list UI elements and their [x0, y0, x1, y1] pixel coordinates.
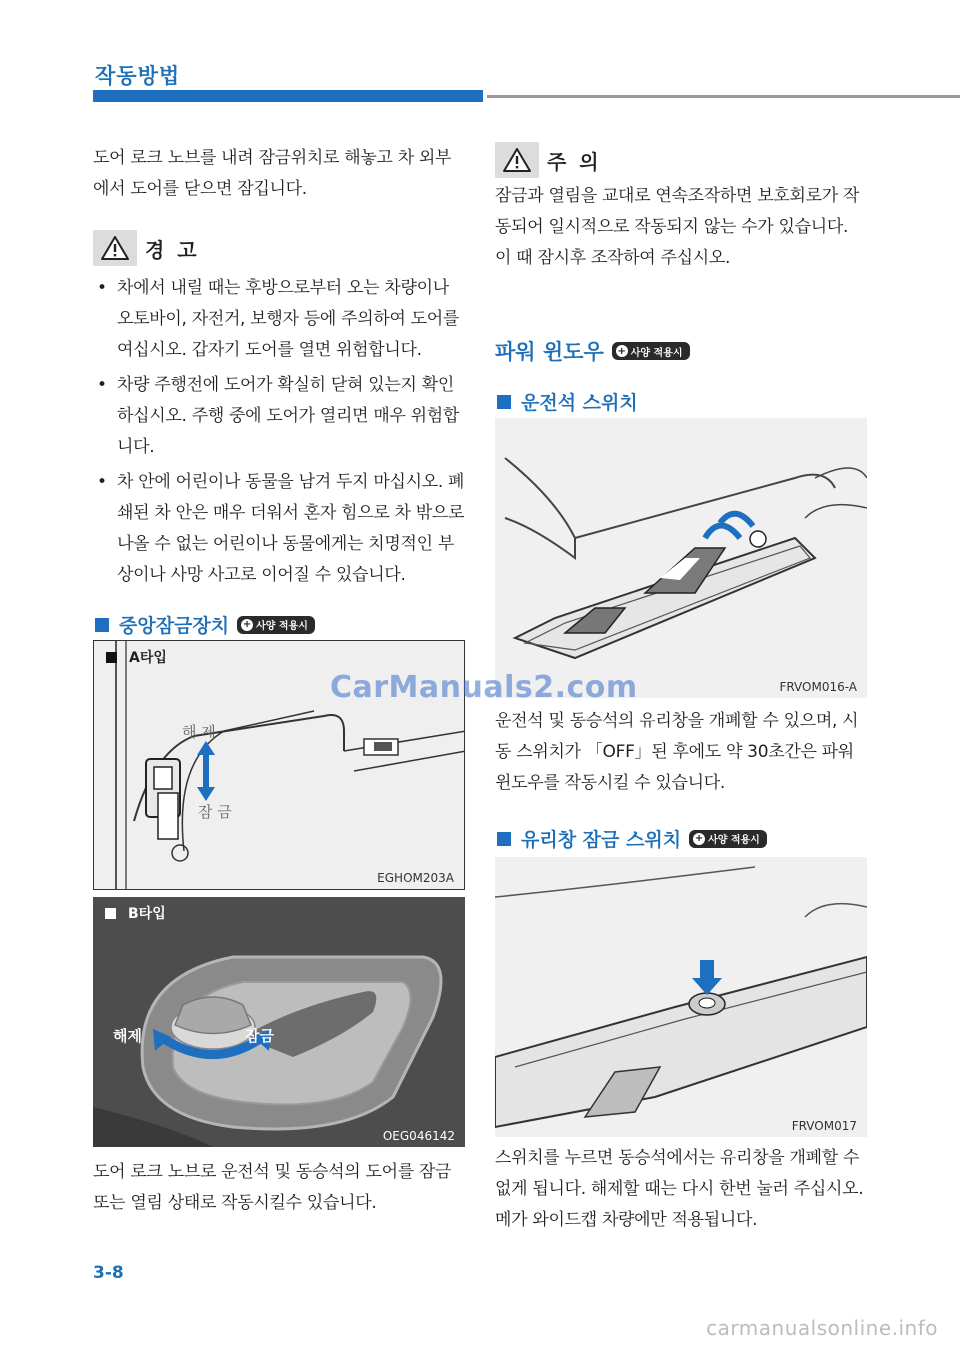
warning-item: • 차 안에 어린이나 동물을 남겨 두지 마십시오. 폐쇄된 차 안은 매우 더워서 혼자 힘으로 차 밖으로 나올 수 없는 어린이나 동물에게는 치명적인 부상이나 사망 사고로 이어질 수 있습니다. — [93, 467, 467, 591]
lock-switch-description: 스위치를 누르면 동승석에서는 유리창을 개폐할 수 없게 됩니다. 해제할 때는 다시 한번 눌러 주십시오. 메가 와이드캡 차량에만 적용됩니다. — [495, 1148, 864, 1230]
lock-label-a: 잠 금 — [198, 803, 232, 821]
section-header-title: 작동방법 — [95, 64, 181, 88]
plus-icon: + — [694, 833, 704, 844]
figure-driver-switch — [495, 418, 867, 698]
page-number: 3-8 — [93, 1263, 124, 1283]
figure-lock-switch — [495, 857, 867, 1137]
section-square-icon — [95, 618, 109, 632]
plus-icon: + — [242, 619, 252, 630]
warning-item: • 차량 주행전에 도어가 확실히 닫혀 있는지 확인하십시오. 주행 중에 도어가 열리면 매우 위험합니다. — [93, 370, 467, 463]
intro-paragraph: 도어 로크 노브를 내려 잠금위치로 해놓고 차 외부에서 도어를 닫으면 잠깁니다. — [93, 148, 452, 199]
section-square-icon — [497, 395, 511, 409]
figure-b-code: OEG046142 — [382, 1129, 455, 1143]
figure-a-code: EGHOM203A — [377, 871, 454, 885]
figure-a-label: A타입 — [106, 647, 167, 667]
warning-heading — [93, 230, 200, 266]
release-label-b: 해제 — [113, 1027, 142, 1045]
power-window-title: 파워 윈도우 — [495, 340, 604, 364]
caution-heading — [495, 142, 602, 178]
central-lock-description: 도어 로크 노브로 운전석 및 동승석의 도어를 잠금 또는 열림 상태로 작동시킬수 있습니다. — [93, 1162, 452, 1213]
plus-icon: + — [617, 345, 626, 357]
driver-switch-figure-code: FRVOM016-A — [779, 680, 857, 694]
window-lock-switch-illustration — [495, 857, 867, 1137]
caution-paragraph: 잠금과 열림을 교대로 연속조작하면 보호회로가 작동되어 일시적으로 작동되지 않는 수가 있습니다. 이 때 잠시후 조작하여 주십시오. — [495, 186, 860, 268]
watermark-bottom: carmanualsonline.info — [706, 1316, 938, 1340]
header-divider-line — [487, 95, 960, 98]
driver-switch-description: 운전석 및 동승석의 유리창을 개폐할 수 있으며, 시동 스위치가 「OFF」된 후에도 약 30초간은 파워 윈도우를 작동시킬 수 있습니다. — [495, 711, 859, 793]
caution-icon — [495, 142, 539, 178]
central-lock-heading — [95, 611, 315, 638]
warning-list — [93, 273, 467, 595]
lock-label-b: 잠금 — [245, 1027, 274, 1045]
driver-window-switch-illustration — [495, 418, 867, 698]
figure-b-type — [93, 897, 465, 1147]
option-badge: + 사양 적용시 — [237, 616, 315, 634]
driver-switch-heading — [497, 388, 638, 415]
label-square-icon — [105, 908, 116, 919]
warning-item: • 차에서 내릴 때는 후방으로부터 오는 차량이나 오토바이, 자전거, 보행자 등에 주의하여 도어를 여십시오. 갑자기 도어를 열면 위험합니다. — [93, 273, 467, 366]
lock-switch-title: 유리창 잠금 스위치 — [521, 829, 682, 851]
door-lock-illustration-b — [93, 897, 465, 1147]
warning-icon — [93, 230, 137, 266]
power-window-heading — [495, 336, 690, 366]
central-lock-title: 중앙잠금장치 — [119, 615, 230, 637]
caution-label: 주 의 — [547, 149, 602, 174]
section-square-icon — [497, 832, 511, 846]
warning-label: 경 고 — [145, 237, 200, 262]
option-badge: + 사양 적용시 — [612, 342, 690, 360]
label-square-icon — [106, 652, 117, 663]
option-badge: + 사양 적용시 — [689, 830, 767, 848]
lock-switch-figure-code: FRVOM017 — [791, 1119, 857, 1133]
driver-switch-title: 운전석 스위치 — [521, 392, 638, 414]
lock-switch-heading — [497, 825, 767, 852]
release-label-a: 해 제 — [182, 723, 216, 741]
header-accent-bar — [93, 90, 483, 102]
figure-b-label: B타입 — [105, 903, 166, 923]
watermark-top: CarManuals2.com — [330, 670, 638, 705]
